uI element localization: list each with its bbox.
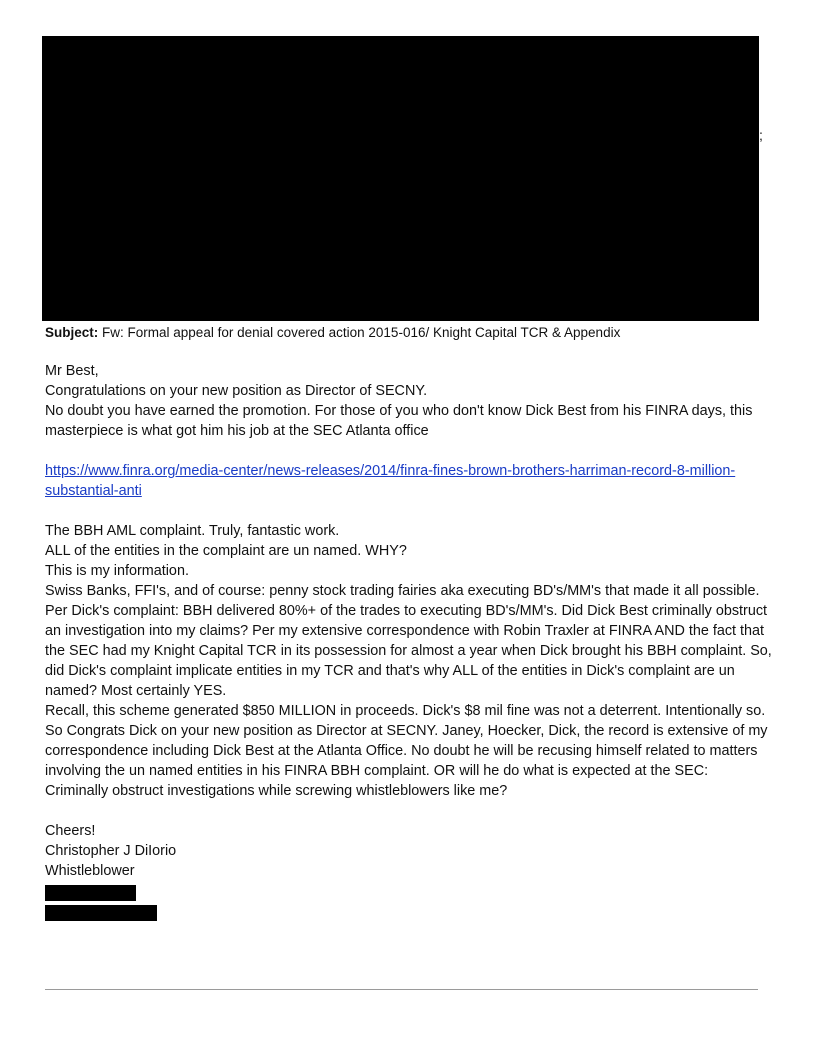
subject-text: Fw: Formal appeal for denial covered action 2015-016/ Knight Capital TCR & Appendix bbox=[102, 325, 621, 340]
paragraph-swiss-banks: Swiss Banks, FFI's, and of course: penny stock trading fairies aka executing BD's/MM's that made it all possible. bbox=[45, 583, 760, 599]
paragraph-congrats-secny: So Congrats Dick on your new position as Director at SECNY. Janey, Hoecker, Dick, the record is extensive of my correspondence including Dick Best at the Atlanta Office. No doubt he will be recusing himself related to matters involving the un named entities in his FINRA BBH complaint. OR will he do what is expected at the SEC: Criminally obstruct investigations while screwing whistleblowers like me? bbox=[45, 723, 768, 799]
redacted-header-block bbox=[42, 36, 759, 321]
paragraph-unnamed-entities: ALL of the entities in the complaint are un named. WHY? bbox=[45, 543, 407, 559]
paragraph-my-information: This is my information. bbox=[45, 563, 189, 579]
redacted-signature-line-2 bbox=[45, 905, 157, 921]
email-body bbox=[45, 361, 775, 921]
paragraph-promotion: No doubt you have earned the promotion. For those of you who don't know Dick Best from his FINRA days, this masterpiece is what got him his job at the SEC Atlanta office bbox=[45, 403, 753, 439]
redacted-signature-line-1 bbox=[45, 885, 136, 901]
paragraph-recall: Recall, this scheme generated $850 MILLION in proceeds. Dick's $8 mil fine was not a deterrent. Intentionally so. bbox=[45, 703, 766, 719]
closing: Cheers! bbox=[45, 823, 96, 839]
footer-divider bbox=[45, 989, 758, 990]
greeting: Mr Best, bbox=[45, 363, 99, 379]
paragraph-congrats: Congratulations on your new position as Director of SECNY. bbox=[45, 383, 428, 399]
finra-news-link[interactable]: https://www.finra.org/media-center/news-releases/2014/finra-fines-brown-brothers-harriman-record-8-million-substantial-anti bbox=[45, 463, 736, 499]
subject-line bbox=[45, 324, 775, 341]
signature-name: Christopher J DiIorio bbox=[45, 843, 177, 859]
paragraph-dicks-complaint: Per Dick's complaint: BBH delivered 80%+ of the trades to executing BD's/MM's. Did Dick Best criminally obstruct an investigation into my claims? Per my extensive correspondence with Robin Traxler at FINRA AND the fact that the SEC had my Knight Capital TCR in its possession for almost a year when Dick brought his BBH complaint. So, did Dick's complaint implicate entities in my TCR and that's why ALL of the entities in Dick's complaint are un named? Most certainly YES. bbox=[45, 603, 772, 699]
subject-label: Subject: bbox=[45, 325, 99, 340]
paragraph-bbh-complaint: The BBH AML complaint. Truly, fantastic work. bbox=[45, 523, 340, 539]
signature-title: Whistleblower bbox=[45, 863, 135, 879]
header-edge-mark: ; bbox=[759, 127, 763, 143]
